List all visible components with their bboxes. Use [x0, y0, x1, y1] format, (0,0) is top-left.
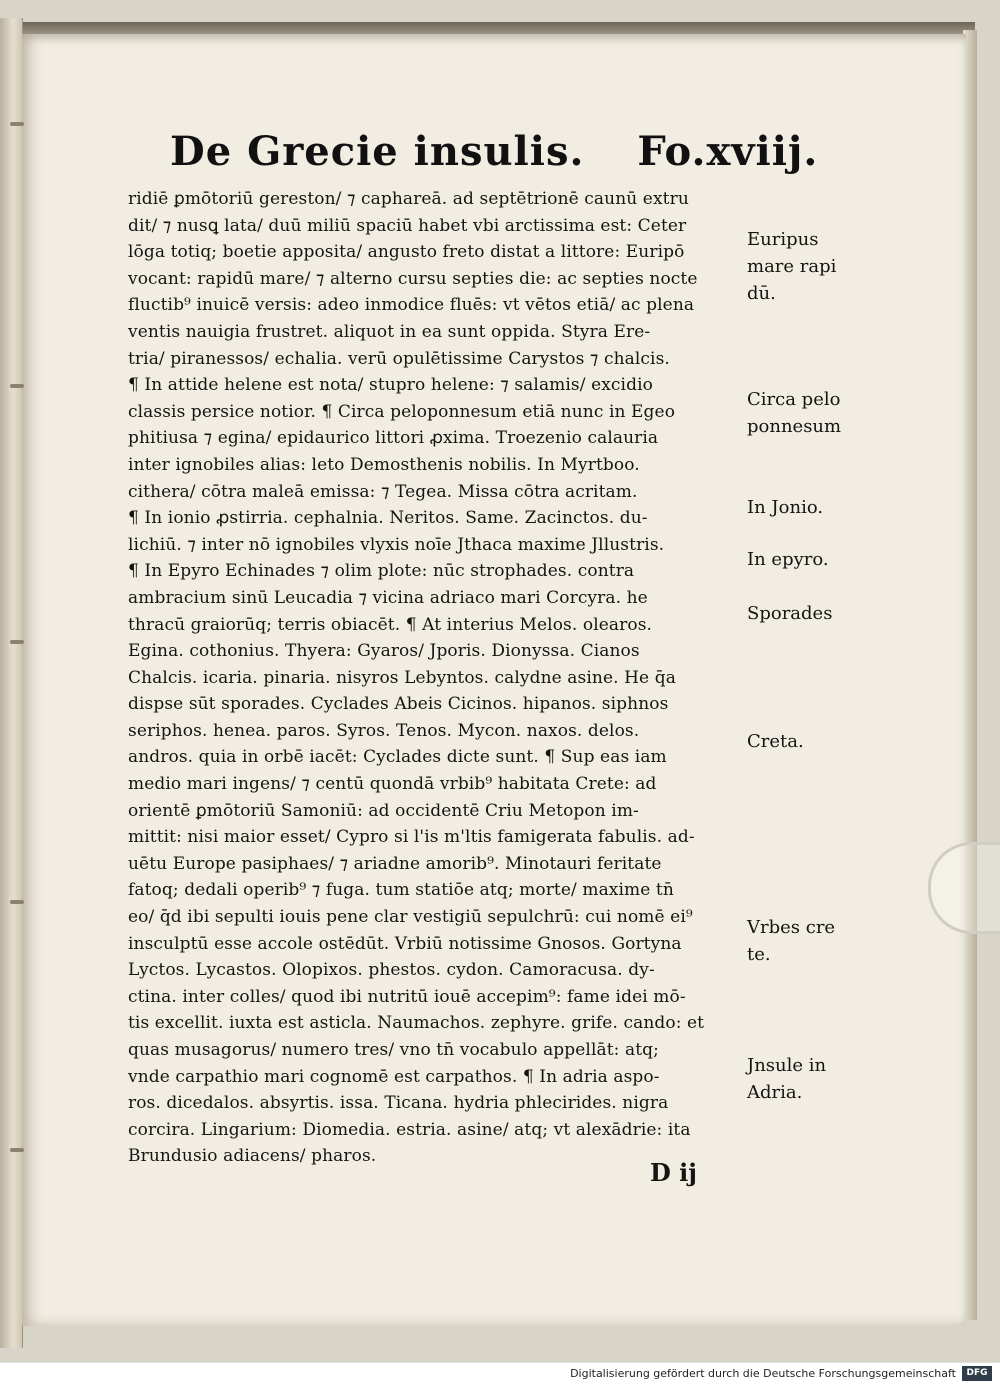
text-line: mittit: nisi maior esset/ Cypro si l'is m'ltis famigerata fabulis. ad- — [128, 827, 695, 848]
signature-mark: D ij — [650, 1158, 697, 1187]
text-line: ¶ In Epyro Echinades ⁊ olim plote: nūc strophades. contra — [128, 561, 635, 582]
margin-note-line: Jnsule in — [747, 1055, 827, 1076]
text-line: medio mari ingens/ ⁊ centū quondā vrbib⁹ habitata Crete: ad — [128, 774, 657, 795]
text-line: orientē ꝑmōtoriū Samoniū: ad occidentē Criu Metopon im- — [128, 800, 639, 821]
binding-stitch — [10, 900, 24, 904]
footer-credit: Digitalisierung gefördert durch die Deutsche Forschungsgemeinschaft — [570, 1367, 956, 1380]
text-line: phitiusa ⁊ egina/ epidaurico littori ꝓxima. Troezenio calauria — [128, 428, 659, 449]
running-title: De Grecie insulis. — [170, 128, 585, 175]
text-line: classis persice notior. ¶ Circa peloponnesum etiā nunc in Egeo — [128, 401, 676, 422]
binding-stitch — [10, 384, 24, 388]
margin-note-line: Circa pelo — [747, 389, 841, 410]
margin-note-ionio — [747, 494, 867, 521]
text-line: quas musagorus/ numero tres/ vno tn̄ vocabulo appellāt: atq; — [128, 1040, 659, 1060]
margin-note-epyro — [747, 546, 867, 573]
text-line: ctina. inter colles/ quod ibi nutritū iouē accepim⁹: fame idei mō- — [128, 986, 686, 1007]
text-line: inter ignobiles alias: leto Demosthenis nobilis. In Myrtboo. — [128, 454, 640, 475]
text-line: lōga totiq; boetie apposita/ angusto freto distat a littore: Euripō — [128, 242, 685, 263]
text-line: corcira. Lingarium: Diomedia. estria. asine/ atq; vt alexādrie: ita — [128, 1119, 691, 1140]
text-line: cithera/ cōtra maleā emissa: ⁊ Tegea. Missa cōtra acritam. — [128, 481, 638, 502]
margin-note-line: In epyro. — [747, 549, 829, 570]
margin-note-line: Sporades — [747, 603, 833, 624]
margin-note-line: Adria. — [747, 1082, 803, 1103]
text-line: tria/ piranessos/ echalia. verū opulētissime Carystos ⁊ chalcis. — [128, 348, 670, 369]
text-line: Egina. cothonius. Thyera: Gyaros/ Jporis. Dionyssa. Cianos — [128, 641, 640, 662]
margin-note-creta — [747, 728, 867, 755]
text-line: ventis nauigia frustret. aliquot in ea sunt oppida. Styra Ere- — [128, 321, 651, 342]
text-line: andros. quia in orbē iacēt: Cyclades dicte sunt. ¶ Sup eas iam — [128, 747, 667, 768]
margin-note-euripus — [747, 226, 867, 307]
main-text-column — [128, 186, 743, 1170]
text-line: Chalcis. icaria. pinaria. nisyros Lebyntos. calydne asine. He q̄a — [128, 667, 676, 688]
folio-number: Fo.xviij. — [637, 128, 819, 175]
text-line: seriphos. henea. paros. Syros. Tenos. Mycon. naxos. delos. — [128, 720, 640, 741]
dfg-logo-icon: DFG — [962, 1366, 992, 1381]
margin-note-adria — [747, 1052, 867, 1106]
text-line: vnde carpathio mari cognomē est carpathos. ¶ In adria aspo- — [128, 1066, 660, 1087]
margin-note-line: Euripus — [747, 229, 819, 250]
text-line: Lyctos. Lycastos. Olopixos. phestos. cydon. Camoracusa. dy- — [128, 960, 655, 981]
text-line: fatoq; dedali operib⁹ ⁊ fuga. tum statiōe atq; morte/ maxime tn̄ — [128, 880, 674, 901]
margin-note-sporades — [747, 600, 867, 627]
margin-note-peloponnesum — [747, 386, 867, 440]
margin-note-line: mare rapi — [747, 256, 837, 277]
margin-note-line: Vrbes cre — [747, 917, 836, 938]
running-head — [170, 128, 819, 178]
text-line: fluctib⁹ inuicē versis: adeo inmodice fluēs: vt vētos etiā/ ac plena — [128, 295, 695, 316]
text-line: eo/ q̄d ibi sepulti iouis pene clar vestigiū sepulchrū: cui nomē ei⁹ — [128, 907, 693, 928]
text-line: dispse sūt sporades. Cyclades Abeis Cicinos. hipanos. siphnos — [128, 694, 669, 715]
text-line: ¶ In attide helene est nota/ stupro helene: ⁊ salamis/ excidio — [128, 375, 653, 396]
margin-note-line: In Jonio. — [747, 497, 824, 518]
text-line: ros. dicedalos. absyrtis. issa. Ticana. hydria phlecirides. nigra — [128, 1093, 669, 1114]
text-line: dit/ ⁊ nusꝗ lata/ duū miliū spaciū habet vbi arctissima est: Ceter — [128, 215, 687, 236]
text-line: tis excellit. iuxta est asticla. Naumachos. zephyre. grife. cando: et — [128, 1013, 705, 1034]
margin-note-vrbes — [747, 914, 867, 968]
text-line: ambracium sinū Leucadia ⁊ vicina adriaco mari Corcyra. he — [128, 587, 648, 608]
text-line: insculptū esse accole ostēdūt. Vrbiū notissime Gnosos. Gortyna — [128, 933, 682, 954]
text-line: ¶ In ionio ꝓstirria. cephalnia. Neritos. Same. Zacinctos. du- — [128, 508, 648, 529]
margin-note-line: te. — [747, 944, 771, 965]
text-line: ridiē ꝑmōtoriū gereston/ ⁊ caphareā. ad septētrionē caunū extru — [128, 189, 689, 209]
margin-note-line: Creta. — [747, 731, 804, 752]
binding-stitch — [10, 1148, 24, 1152]
footer-bar — [0, 1362, 1000, 1385]
margin-note-line: ponnesum — [747, 416, 842, 437]
text-line: thracū graiorūq; terris obiacēt. ¶ At interius Melos. olearos. — [128, 614, 653, 635]
text-line: uētu Europe pasiphaes/ ⁊ ariadne amorib⁹. Minotauri feritate — [128, 853, 662, 874]
text-line: Brundusio adiacens/ pharos. — [128, 1146, 377, 1167]
binding-stitch — [10, 122, 24, 126]
text-line: vocant: rapidū mare/ ⁊ alterno cursu septies die: ac septies nocte — [128, 268, 698, 289]
margin-note-line: dū. — [747, 283, 776, 304]
binding-stitch — [10, 640, 24, 644]
text-line: lichiū. ⁊ inter nō ignobiles vlyxis noīe Jthaca maxime Jllustris. — [128, 534, 665, 555]
